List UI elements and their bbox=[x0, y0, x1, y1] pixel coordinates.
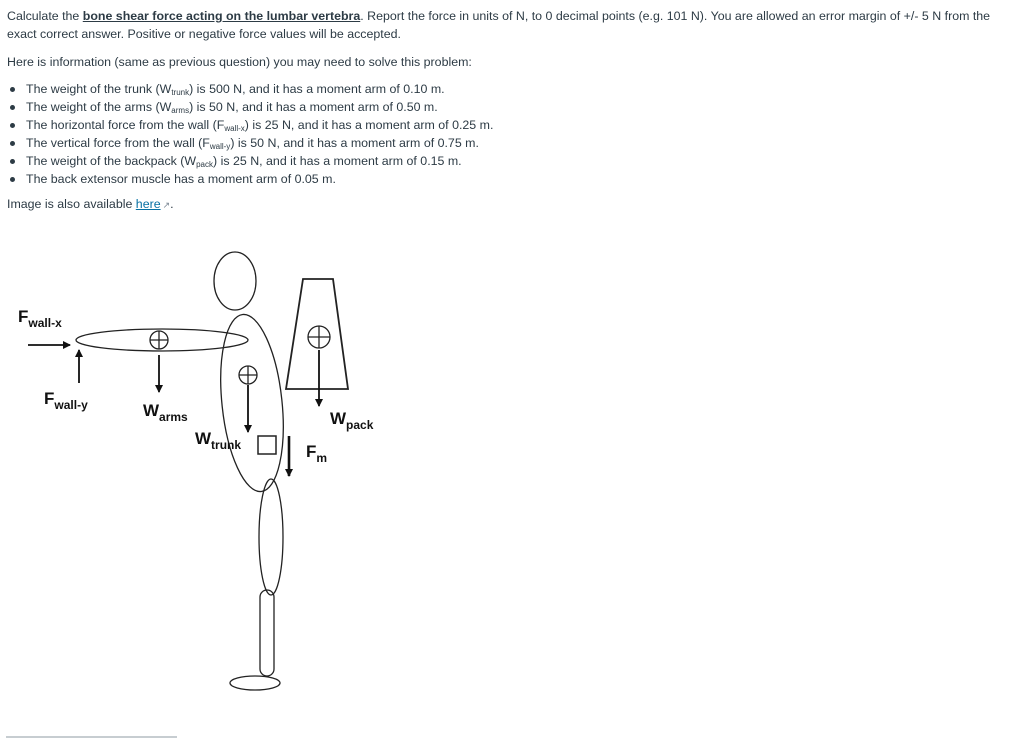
question-text bbox=[7, 8, 1019, 214]
muscle-box bbox=[258, 436, 276, 454]
wtrunk-label: $W_{trunk}$ bbox=[195, 429, 242, 452]
fm-label: $F_m$ bbox=[306, 442, 328, 465]
backpack-shape bbox=[286, 279, 348, 389]
pack-com-icon bbox=[308, 326, 330, 348]
list-item: The back extensor muscle has a moment arm of 0.05 m. bbox=[7, 170, 1019, 188]
trunk-com-icon bbox=[239, 366, 257, 384]
arms-com-icon bbox=[150, 331, 168, 349]
list-item: The weight of the trunk $(W_{trunk})$ is 500 N, and it has a moment arm of 0.10 m. bbox=[7, 80, 1019, 98]
divider bbox=[6, 736, 177, 738]
question-intro: Calculate the bone shear force acting on the lumbar vertebra. Report the force in units of N, to 0 decimal points (e.g. 101 N). You are allowed an error margin of +/- 5 N from the exact correct answer. Positive or negative force values will be accepted. bbox=[7, 9, 991, 41]
list-item: The horizontal force from the wall $(F_{wall-x})$ is 25 N, and it has a moment arm of 0.25 m. bbox=[7, 116, 1019, 134]
fwallx-label: $F_{wall-x}$ bbox=[18, 307, 62, 330]
free-body-diagram bbox=[0, 240, 1024, 740]
external-link-icon: ↗ bbox=[162, 199, 171, 210]
list-item: The weight of the arms $(W_{arms})$ is 50 N, and it has a moment arm of 0.50 m. bbox=[7, 98, 1019, 116]
trunk-shape bbox=[213, 311, 291, 494]
image-availability: Image is also available here ↗. bbox=[7, 196, 1019, 215]
foot-shape bbox=[230, 676, 280, 690]
fwally-label: $F_{wall-y}$ bbox=[44, 389, 88, 412]
head-shape bbox=[214, 252, 256, 310]
image-link[interactable]: here bbox=[135, 196, 161, 211]
list-item: The vertical force from the wall $(F_{wall-y})$ is 50 N, and it has a moment arm of 0.75 m. bbox=[7, 134, 1019, 152]
wpack-label: $W_{pack}$ bbox=[330, 409, 374, 432]
shank-shape bbox=[260, 590, 274, 676]
thigh-shape bbox=[259, 479, 283, 595]
bold-term: bone shear force acting on the lumbar vertebra bbox=[82, 9, 361, 23]
warms-label: $W_{arms}$ bbox=[143, 401, 188, 424]
info-list bbox=[7, 80, 1019, 188]
info-intro: Here is information (same as previous question) you may need to solve this problem: bbox=[7, 55, 472, 69]
list-item: The weight of the backpack $(W_{pack})$ is 25 N, and it has a moment arm of 0.15 m. bbox=[7, 152, 1019, 170]
